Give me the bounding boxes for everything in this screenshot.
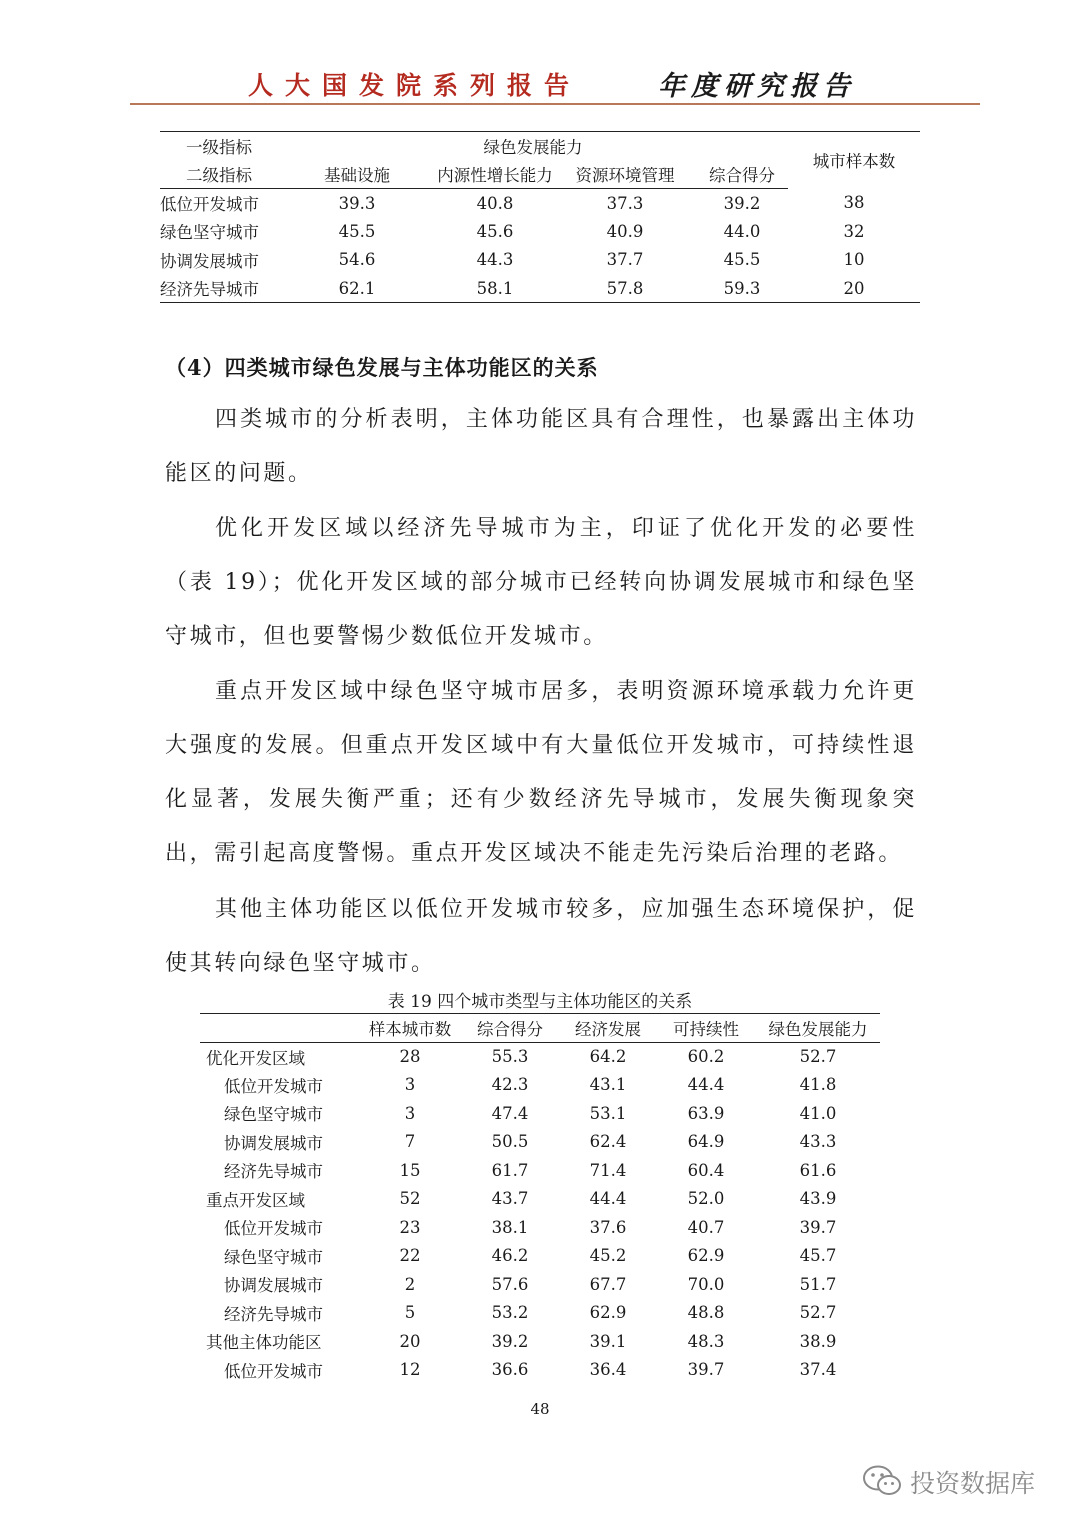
table-cell: 45.5 — [723, 250, 761, 270]
table-cell: 55.3 — [491, 1047, 529, 1066]
table-cell: 52.7 — [799, 1303, 837, 1323]
table-cell: 62.4 — [589, 1132, 627, 1152]
table-cell: 48.8 — [687, 1303, 725, 1323]
table-cell: 43.1 — [589, 1075, 627, 1095]
table-cell: 43.9 — [799, 1189, 837, 1209]
table-cell: 62.1 — [278, 274, 436, 303]
table-row — [200, 1128, 880, 1157]
wechat-icon — [862, 1464, 904, 1502]
table-cell: 62.9 — [589, 1303, 627, 1323]
table-row — [160, 217, 920, 246]
table-row — [200, 1270, 880, 1299]
row-name: 经济先导城市 — [224, 1162, 323, 1182]
table-cell: 64.9 — [687, 1132, 725, 1152]
table-cell: 40.7 — [687, 1217, 725, 1237]
table-cell: 37.7 — [606, 250, 644, 270]
annual-report-title: 年度研究报告 — [658, 71, 856, 102]
table-cell: 43.3 — [799, 1132, 837, 1152]
row-name: 协调发展城市 — [224, 1133, 323, 1153]
row-name: 绿色坚守城市 — [160, 223, 259, 243]
paragraph: 重点开发区域中绿色坚守城市居多，表明资源环境承载力允许更大强度的发展。但重点开发区域中有大量低位开发城市，可持续性退化显著，发展失衡严重；还有少数经济先导城市，发展失衡现象突出，需引起高度警惕。重点开发区域决不能走先污染后治理的老路。 — [165, 679, 917, 866]
row-name: 低位开发城市 — [224, 1361, 323, 1381]
table-cell: 39.3 — [338, 193, 376, 213]
column-header: 基础设施 — [278, 160, 436, 189]
table-cell: 61.7 — [491, 1160, 529, 1180]
function-zone-table — [200, 1013, 880, 1384]
table-cell: 71.4 — [589, 1160, 627, 1180]
table-cell: 28 — [399, 1047, 421, 1066]
table-cell: 41.0 — [799, 1103, 837, 1123]
table-cell: 41.8 — [799, 1075, 837, 1095]
row-name: 重点开发区域 — [206, 1190, 305, 1210]
table-cell: 59.3 — [696, 274, 788, 303]
table-cell: 37.3 — [606, 193, 644, 213]
page-number: 48 — [530, 1400, 550, 1418]
table-cell: 44.3 — [476, 250, 514, 270]
table-cell: 46.2 — [491, 1246, 529, 1266]
table-cell: 44.0 — [723, 221, 761, 241]
level2-label: 二级指标 — [160, 160, 278, 189]
table-cell: 52 — [399, 1189, 421, 1209]
table-row — [200, 1213, 880, 1242]
green-capacity-table — [160, 131, 920, 303]
table-cell: 54.6 — [338, 250, 376, 270]
table-cell: 37.4 — [799, 1360, 837, 1380]
table-cell: 3 — [404, 1075, 416, 1095]
table-cell: 61.6 — [799, 1160, 837, 1180]
table-cell: 40.9 — [606, 221, 644, 241]
table-cell: 20 — [399, 1331, 421, 1351]
table-row — [200, 1185, 880, 1214]
column-header: 样本城市数 — [360, 1014, 460, 1043]
column-header: 资源环境管理 — [554, 160, 696, 189]
page-header — [130, 62, 980, 106]
table-cell: 38.1 — [491, 1217, 529, 1237]
table-cell: 52.0 — [687, 1189, 725, 1209]
table-cell: 36.6 — [491, 1360, 529, 1380]
column-header: 综合得分 — [696, 160, 788, 189]
table-row — [160, 274, 920, 303]
table-cell: 60.2 — [687, 1047, 725, 1066]
table-cell: 43.7 — [491, 1189, 529, 1209]
section-heading: （4）四类城市绿色发展与主体功能区的关系 — [165, 355, 599, 380]
column-header: 经济发展 — [560, 1014, 656, 1043]
table-cell: 51.7 — [799, 1274, 837, 1294]
table-cell: 42.3 — [491, 1075, 529, 1095]
column-header: 绿色发展能力 — [756, 1014, 880, 1043]
table-cell: 20 — [788, 274, 920, 303]
table-caption: 表 19 四个城市类型与主体功能区的关系 — [387, 992, 693, 1012]
paragraph: 其他主体功能区以低位开发城市较多，应加强生态环境保护，促使其转向绿色坚守城市。 — [165, 897, 917, 976]
table-cell: 45.7 — [799, 1246, 837, 1266]
table-cell: 7 — [404, 1132, 416, 1152]
table-cell: 57.6 — [491, 1274, 529, 1294]
table-cell: 44.4 — [687, 1075, 725, 1095]
table-cell: 45.6 — [476, 221, 514, 241]
row-name: 协调发展城市 — [224, 1276, 323, 1296]
column-header: 可持续性 — [656, 1014, 756, 1043]
table-cell: 36.4 — [589, 1360, 627, 1380]
table-cell: 32 — [843, 221, 865, 241]
paragraph: 优化开发区域以经济先导城市为主，印证了优化开发的必要性（表 19）；优化开发区域的部分城市已经转向协调发展城市和绿色坚守城市，但也要警惕少数低位开发城市。 — [165, 516, 917, 649]
table-row — [160, 189, 920, 218]
table-cell: 58.1 — [436, 274, 554, 303]
column-header: 综合得分 — [460, 1014, 560, 1043]
table-cell: 2 — [404, 1274, 416, 1294]
table-cell: 60.4 — [687, 1160, 725, 1180]
table-cell: 57.8 — [554, 274, 696, 303]
table-cell: 15 — [399, 1160, 421, 1180]
column-header: 内源性增长能力 — [436, 160, 554, 189]
table-cell: 12 — [399, 1360, 421, 1380]
table-row — [200, 1042, 880, 1071]
row-name: 经济先导城市 — [224, 1304, 323, 1324]
row-name: 低位开发城市 — [160, 195, 259, 214]
table-cell: 64.2 — [589, 1047, 627, 1066]
table-cell: 5 — [404, 1303, 416, 1323]
table-cell: 50.5 — [491, 1132, 529, 1152]
row-name: 低位开发城市 — [224, 1219, 323, 1239]
table-cell: 39.2 — [491, 1331, 529, 1351]
table-row — [200, 1099, 880, 1128]
table-cell: 38.9 — [799, 1331, 837, 1351]
table-cell: 53.2 — [491, 1303, 529, 1323]
table-cell: 52.7 — [799, 1047, 837, 1066]
table-cell: 47.4 — [491, 1103, 529, 1123]
table-cell: 45.5 — [338, 221, 376, 241]
table-cell: 39.2 — [723, 193, 761, 213]
header-divider — [130, 103, 980, 105]
table-cell: 3 — [404, 1103, 416, 1123]
table-cell: 37.6 — [589, 1217, 627, 1237]
table-cell: 44.4 — [589, 1189, 627, 1209]
table-cell: 67.7 — [589, 1274, 627, 1294]
row-name: 绿色坚守城市 — [224, 1247, 323, 1267]
table-cell: 48.3 — [687, 1331, 725, 1351]
table-cell: 39.7 — [799, 1217, 837, 1237]
row-name: 优化开发区域 — [206, 1048, 305, 1068]
table-cell: 40.8 — [476, 193, 514, 213]
table-cell: 22 — [399, 1246, 421, 1266]
table-cell: 63.9 — [687, 1103, 725, 1123]
row-name: 低位开发城市 — [224, 1076, 323, 1096]
table-cell: 70.0 — [687, 1274, 725, 1294]
table-row — [160, 246, 920, 275]
series-title: 人大国发院系列报告 — [248, 71, 582, 100]
watermark-text: 投资数据库 — [910, 1469, 1036, 1498]
table-row — [200, 1071, 880, 1100]
row-name: 其他主体功能区 — [206, 1333, 322, 1353]
paragraph: 四类城市的分析表明，主体功能区具有合理性，也暴露出主体功能区的问题。 — [165, 407, 917, 486]
table-row — [200, 1242, 880, 1271]
table-cell: 10 — [843, 250, 865, 270]
table-cell: 23 — [399, 1217, 421, 1237]
row-name: 协调发展城市 — [160, 251, 259, 271]
table-row — [200, 1156, 880, 1185]
table-row — [200, 1327, 880, 1356]
level1-label: 一级指标 — [160, 132, 278, 161]
watermark — [862, 1462, 1062, 1502]
sample-count-label: 城市样本数 — [788, 132, 920, 189]
row-name: 经济先导城市 — [160, 274, 278, 303]
table-cell: 62.9 — [687, 1246, 725, 1266]
table-cell: 53.1 — [589, 1103, 627, 1123]
table-row — [200, 1356, 880, 1385]
table-cell: 38 — [843, 193, 865, 213]
table-cell: 39.1 — [589, 1331, 627, 1351]
table-cell: 45.2 — [589, 1246, 627, 1266]
table-cell: 39.7 — [687, 1360, 725, 1380]
table-row — [200, 1299, 880, 1328]
group-label: 绿色发展能力 — [278, 132, 788, 161]
row-name: 绿色坚守城市 — [224, 1105, 323, 1125]
